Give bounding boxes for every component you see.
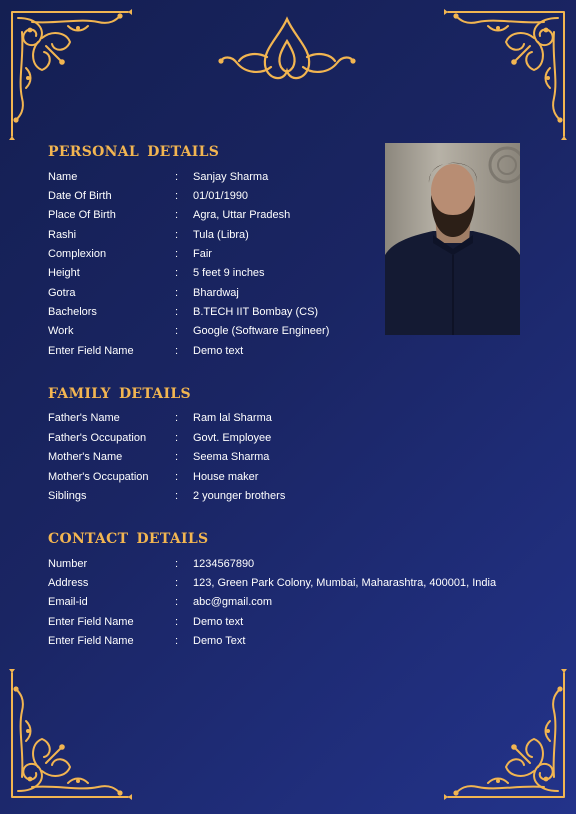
row-value: Ram lal Sharma [193, 412, 272, 424]
family-details-heading: FAMILY DETAILS [48, 386, 191, 402]
row-value: Agra, Uttar Pradesh [193, 209, 291, 221]
row-separator: : [175, 596, 179, 608]
row-separator: : [175, 616, 179, 628]
row-label: Mother's Occupation [48, 471, 149, 483]
corner-ornament-top-right [438, 8, 568, 143]
row-separator: : [175, 229, 179, 241]
row-value: 01/01/1990 [193, 190, 249, 202]
personal-details-heading: PERSONAL DETAILS [48, 144, 220, 160]
row-label: Height [48, 267, 80, 279]
row-label: Number [48, 558, 88, 570]
row-separator: : [175, 287, 179, 299]
row-separator: : [175, 248, 179, 260]
row-label: Complexion [48, 248, 107, 260]
row-separator: : [175, 432, 179, 444]
row-separator: : [175, 451, 179, 463]
row-label: Date Of Birth [48, 190, 112, 202]
row-value: Demo text [193, 616, 244, 628]
row-separator: : [175, 190, 179, 202]
row-separator: : [175, 267, 179, 279]
row-value: Demo text [193, 345, 244, 357]
row-value: 1234567890 [193, 558, 255, 570]
row-label: Enter Field Name [48, 616, 134, 628]
row-value: Tula (Libra) [193, 229, 249, 241]
row-value: Demo Text [193, 635, 246, 647]
row-label: Enter Field Name [48, 345, 134, 357]
row-label: Work [48, 325, 74, 337]
row-value: abc@gmail.com [193, 596, 273, 608]
row-value: 2 younger brothers [193, 490, 286, 502]
row-label: Mother's Name [48, 451, 123, 463]
row-separator: : [175, 345, 179, 357]
row-label: Father's Occupation [48, 432, 147, 444]
row-label: Address [48, 577, 89, 589]
row-value: Seema Sharma [193, 451, 270, 463]
row-separator: : [175, 558, 179, 570]
corner-ornament-bottom-left [8, 666, 138, 801]
row-label: Father's Name [48, 412, 120, 424]
row-separator: : [175, 577, 179, 589]
row-label: Rashi [48, 229, 77, 241]
row-separator: : [175, 490, 179, 502]
row-separator: : [175, 306, 179, 318]
row-value: Google (Software Engineer) [193, 325, 330, 337]
row-label: Bachelors [48, 306, 97, 318]
row-value: House maker [193, 471, 259, 483]
row-separator: : [175, 635, 179, 647]
row-separator: : [175, 171, 179, 183]
row-value: Fair [193, 248, 212, 260]
row-label: Name [48, 171, 78, 183]
row-label: Enter Field Name [48, 635, 134, 647]
row-separator: : [175, 325, 179, 337]
contact-details-heading: CONTACT DETAILS [48, 531, 209, 547]
row-label: Place Of Birth [48, 209, 116, 221]
row-value: Bhardwaj [193, 287, 239, 299]
row-value: 5 feet 9 inches [193, 267, 265, 279]
row-separator: : [175, 412, 179, 424]
profile-photo [385, 143, 520, 335]
row-value: Sanjay Sharma [193, 171, 269, 183]
row-separator: : [175, 209, 179, 221]
corner-ornament-bottom-right [438, 666, 568, 801]
row-label: Email-id [48, 596, 88, 608]
row-value: 123, Green Park Colony, Mumbai, Maharashtra, 400001, India [193, 577, 497, 589]
top-center-ornament [215, 15, 360, 85]
row-value: Govt. Employee [193, 432, 272, 444]
corner-ornament-top-left [8, 8, 138, 143]
row-label: Siblings [48, 490, 87, 502]
row-label: Gotra [48, 287, 76, 299]
row-value: B.TECH IIT Bombay (CS) [193, 306, 319, 318]
row-separator: : [175, 471, 179, 483]
